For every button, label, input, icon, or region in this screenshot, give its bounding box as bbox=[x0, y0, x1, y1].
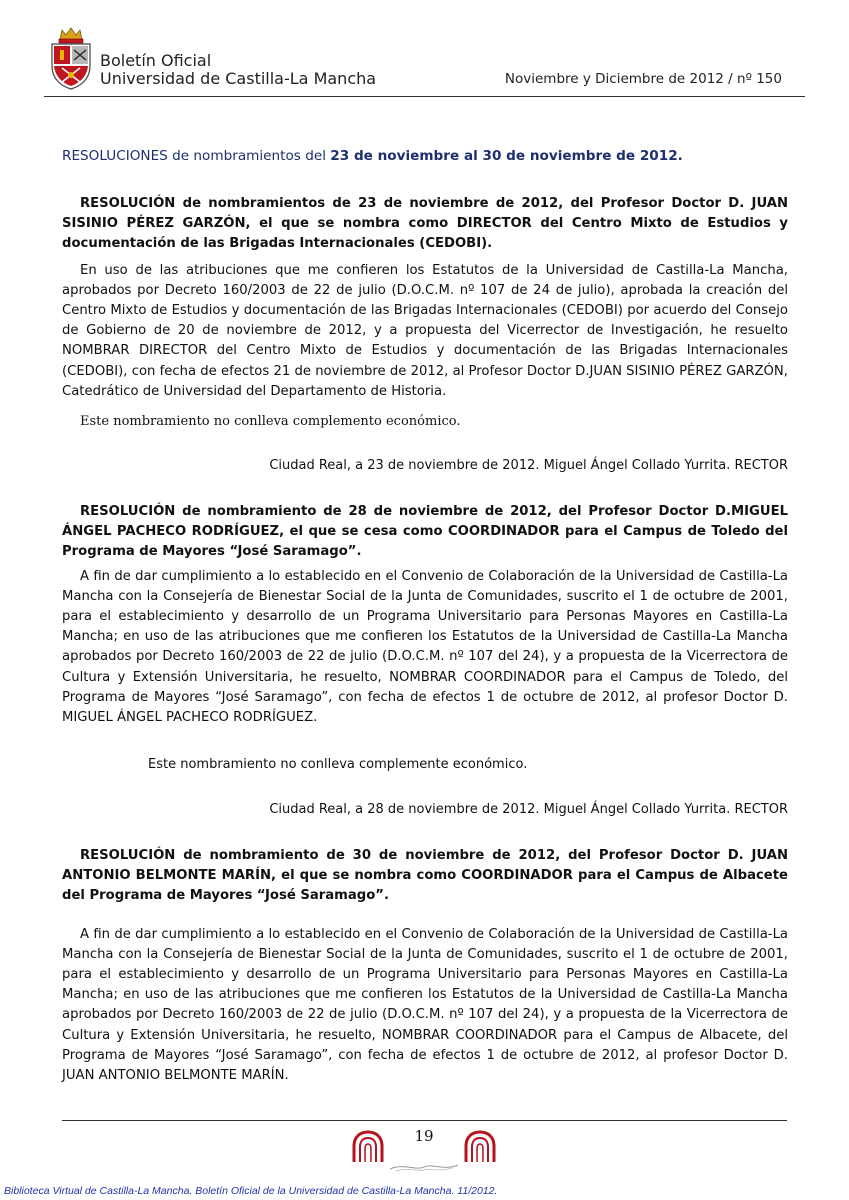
resolution-2-signature-block bbox=[62, 800, 788, 820]
issue-date: Noviembre y Diciembre de 2012 / nº 150 bbox=[504, 71, 782, 87]
resolution-1-note-block bbox=[62, 412, 788, 432]
resolution-1-signature: Ciudad Real, a 23 de noviembre de 2012. Miguel Ángel Collado Yurrita. RECTOR bbox=[269, 458, 788, 473]
resolution-1-signature-block bbox=[62, 456, 788, 476]
footer-arch-logo-left bbox=[350, 1130, 386, 1168]
header-divider bbox=[44, 96, 805, 97]
resolution-2-note: Este nombramiento no conlleva complemente económico. bbox=[148, 757, 528, 772]
footer-source-note: Biblioteca Virtual de Castilla-La Mancha. Boletín Oficial de la Universidad de Castilla-La Mancha. 11/2012. bbox=[4, 1185, 498, 1197]
resolution-1-note: Este nombramiento no conlleva complemento económico. bbox=[80, 414, 461, 429]
resolution-2-body: A fin de dar cumplimiento a lo establecido en el Convenio de Colaboración de la Universidad de Castilla-La Mancha con la Consejería de Bienestar Social de la Junta de Comunidades, suscrito el 1 de octubre de 2001, para el establecimiento y desarrollo de un Programa Universitario para Personas Mayores en Castilla-La Mancha; en uso de las atribuciones que me confieren los Estatutos de la Universidad de Castilla-La Mancha aprobados por Decreto 160/2003 de 22 de julio (D.O.C.M. nº 107 del 24), y a propuesta de la Vicerrectora de Cultura y Extensión Universitaria, he resuelto, NOMBRAR COORDINADOR para el Campus de Toledo, del Programa de Mayores “José Saramago”, con fecha de efectos 1 de octubre de 2012, al profesor Doctor D. MIGUEL ÁNGEL PACHECO RODRÍGUEZ. bbox=[62, 568, 788, 726]
footer-arch-logo-right bbox=[462, 1130, 498, 1168]
resolution-1-title: RESOLUCIÓN de nombramientos de 23 de noviembre de 2012, del Profesor Doctor D. JUAN SISINIO PÉREZ GARZÓN, el que se nombra como DIRECTOR del Centro Mixto de Estudios y documentación de las Brigadas Internacionales (CEDOBI). bbox=[62, 196, 788, 252]
footer-flourish-decoration bbox=[388, 1158, 460, 1177]
university-crest-logo bbox=[48, 26, 94, 90]
page-number: 19 bbox=[414, 1127, 434, 1145]
section-heading-range: 23 de noviembre al 30 de noviembre de 2012. bbox=[330, 148, 683, 164]
resolution-3 bbox=[62, 846, 788, 1086]
resolution-3-body: A fin de dar cumplimiento a lo establecido en el Convenio de Colaboración de la Universidad de Castilla-La Mancha con la Consejería de Bienestar Social de la Junta de Comunidades, suscrito el 1 de octubre de 2001, para el establecimiento y desarrollo de un Programa Universitario para Personas Mayores en Castilla-La Mancha; en uso de las atribuciones que me confieren los Estatutos de la Universidad de Castilla-La Mancha aprobados por Decreto 160/2003 de 22 de julio (D.O.C.M. nº 107 del 24), y a propuesta de la Vicerrectora de Cultura y Extensión Universitaria, he resuelto, NOMBRAR COORDINADOR para el Campus de Albacete, del Programa de Mayores “José Saramago”, con fecha de efectos 1 de octubre de 2012, al profesor Doctor D. JUAN ANTONIO BELMONTE MARÍN. bbox=[62, 926, 788, 1084]
resolution-1 bbox=[62, 194, 788, 402]
section-heading-prefix: RESOLUCIONES de nombramientos del bbox=[62, 148, 331, 164]
resolution-1-body: En uso de las atribuciones que me confieren los Estatutos de la Universidad de Castilla-La Mancha, aprobados por Decreto 160/2003 de 22 de julio (D.O.C.M. nº 107 de 24 de julio), aprobada la creación del Centro Mixto de Estudios y documentación de las Brigadas Internacionales (CEDOBI) por acuerdo del Consejo de Gobierno de 20 de noviembre de 2012, y a propuesta del Vicerrector de Investigación, he resuelto NOMBRAR DIRECTOR del Centro Mixto de Estudios y documentación de las Brigadas Internacionales (CEDOBI), con fecha de efectos 21 de noviembre de 2012, al Profesor Doctor D.JUAN SISINIO PÉREZ GARZÓN, Catedrático de Universidad del Departamento de Historia. bbox=[62, 262, 788, 399]
resolution-3-title: RESOLUCIÓN de nombramiento de 30 de noviembre de 2012, del Profesor Doctor D. JUAN ANTONIO BELMONTE MARÍN, el que se nombra como COORDINADOR para el Campus de Albacete del Programa de Mayores “José Saramago”. bbox=[62, 848, 788, 904]
footer-divider bbox=[62, 1120, 787, 1121]
resolution-2 bbox=[62, 502, 788, 728]
resolution-2-title: RESOLUCIÓN de nombramiento de 28 de noviembre de 2012, del Profesor Doctor D.MIGUEL ÁNGEL PACHECO RODRÍGUEZ, el que se cesa como COORDINADOR para el Campus de Toledo del Programa de Mayores “José Saramago”. bbox=[62, 504, 788, 560]
section-heading bbox=[62, 146, 788, 166]
bulletin-title bbox=[100, 52, 376, 88]
bulletin-title-line1: Boletín Oficial bbox=[100, 51, 212, 70]
resolution-2-signature: Ciudad Real, a 28 de noviembre de 2012. Miguel Ángel Collado Yurrita. RECTOR bbox=[269, 802, 788, 817]
resolution-2-note-block bbox=[62, 755, 788, 775]
bulletin-title-line2: Universidad de Castilla-La Mancha bbox=[100, 69, 377, 88]
